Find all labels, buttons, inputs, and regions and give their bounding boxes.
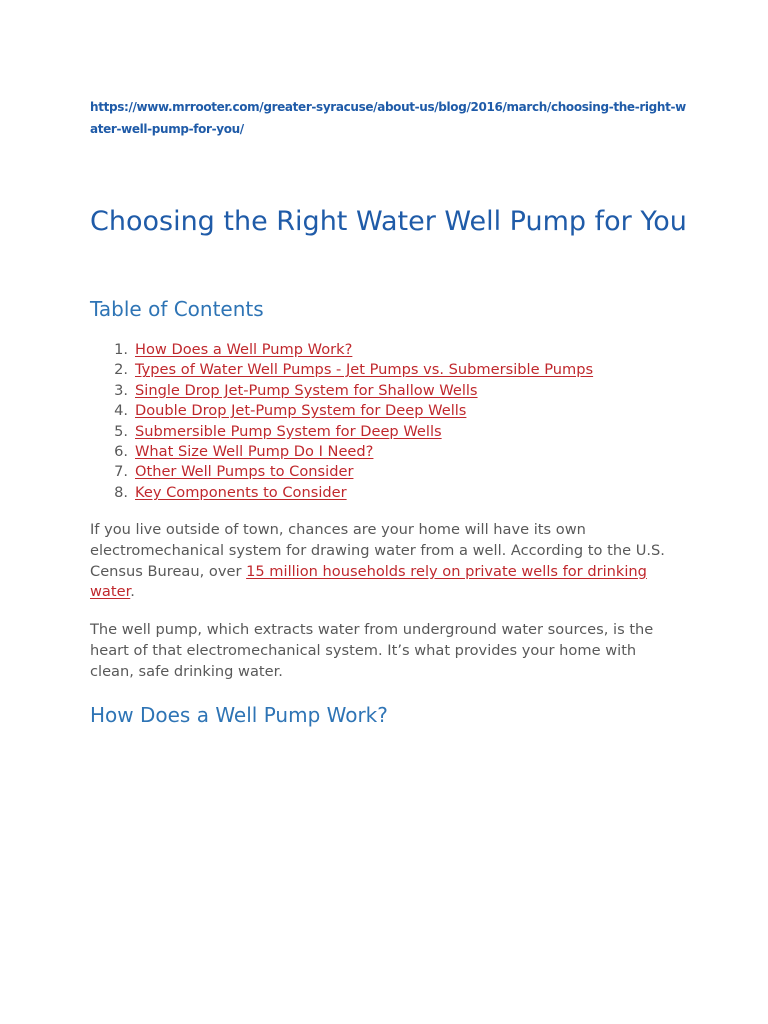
source-url-link[interactable]: https://www.mrrooter.com/greater-syracuse/about-us/blog/2016/march/choosing-the-right-water-well-pump-for-you/	[90, 100, 686, 136]
toc-item-number: 6.	[114, 443, 128, 461]
toc-item-number: 4.	[114, 402, 128, 420]
toc-link-key-components[interactable]: Key Components to Consider	[135, 483, 347, 501]
census-wells-link[interactable]: 15 million households rely on private wells for drinking water	[90, 562, 647, 601]
toc-heading: Table of Contents	[90, 297, 264, 321]
toc-item-number: 2.	[114, 361, 128, 379]
toc-link-single-drop-jet-pump[interactable]: Single Drop Jet-Pump System for Shallow Wells	[135, 381, 478, 399]
toc-link-other-well-pumps[interactable]: Other Well Pumps to Consider	[135, 463, 354, 481]
toc-item	[90, 422, 593, 442]
toc-item-number: 5.	[114, 422, 128, 440]
toc-item	[90, 360, 593, 380]
intro-text: If you live outside of town, chances are your home will have its own electromechanical system for drawing water from a well. According to the U.S. Census Bureau, over	[90, 521, 665, 580]
toc-item-number: 3.	[114, 381, 128, 399]
toc-item-number: 1.	[114, 341, 128, 358]
toc-item	[90, 340, 593, 360]
toc-item-number: 8.	[114, 483, 128, 501]
toc-item	[90, 483, 593, 503]
toc-link-submersible-pump-system[interactable]: Submersible Pump System for Deep Wells	[135, 422, 442, 440]
toc-item	[90, 462, 593, 482]
toc-link-what-size-well-pump[interactable]: What Size Well Pump Do I Need?	[135, 443, 374, 461]
toc-link-double-drop-jet-pump[interactable]: Double Drop Jet-Pump System for Deep Wells	[135, 402, 467, 420]
toc-item	[90, 401, 593, 421]
intro-paragraph	[90, 520, 680, 603]
table-of-contents	[90, 340, 593, 503]
body-paragraph: The well pump, which extracts water from underground water sources, is the heart of that electromechanical system. It’s what provides your home with clean, safe drinking water.	[90, 621, 654, 680]
toc-item	[90, 442, 593, 462]
toc-item	[90, 381, 593, 401]
intro-text-end: .	[130, 583, 135, 601]
section-heading: How Does a Well Pump Work?	[90, 703, 388, 727]
toc-link-types-of-water-well-pumps[interactable]: Types of Water Well Pumps - Jet Pumps vs. Submersible Pumps	[135, 361, 594, 379]
toc-item-number: 7.	[114, 463, 128, 481]
page-title: Choosing the Right Water Well Pump for You	[90, 206, 687, 237]
toc-link-how-does-a-well-pump-work[interactable]: How Does a Well Pump Work?	[135, 341, 353, 358]
